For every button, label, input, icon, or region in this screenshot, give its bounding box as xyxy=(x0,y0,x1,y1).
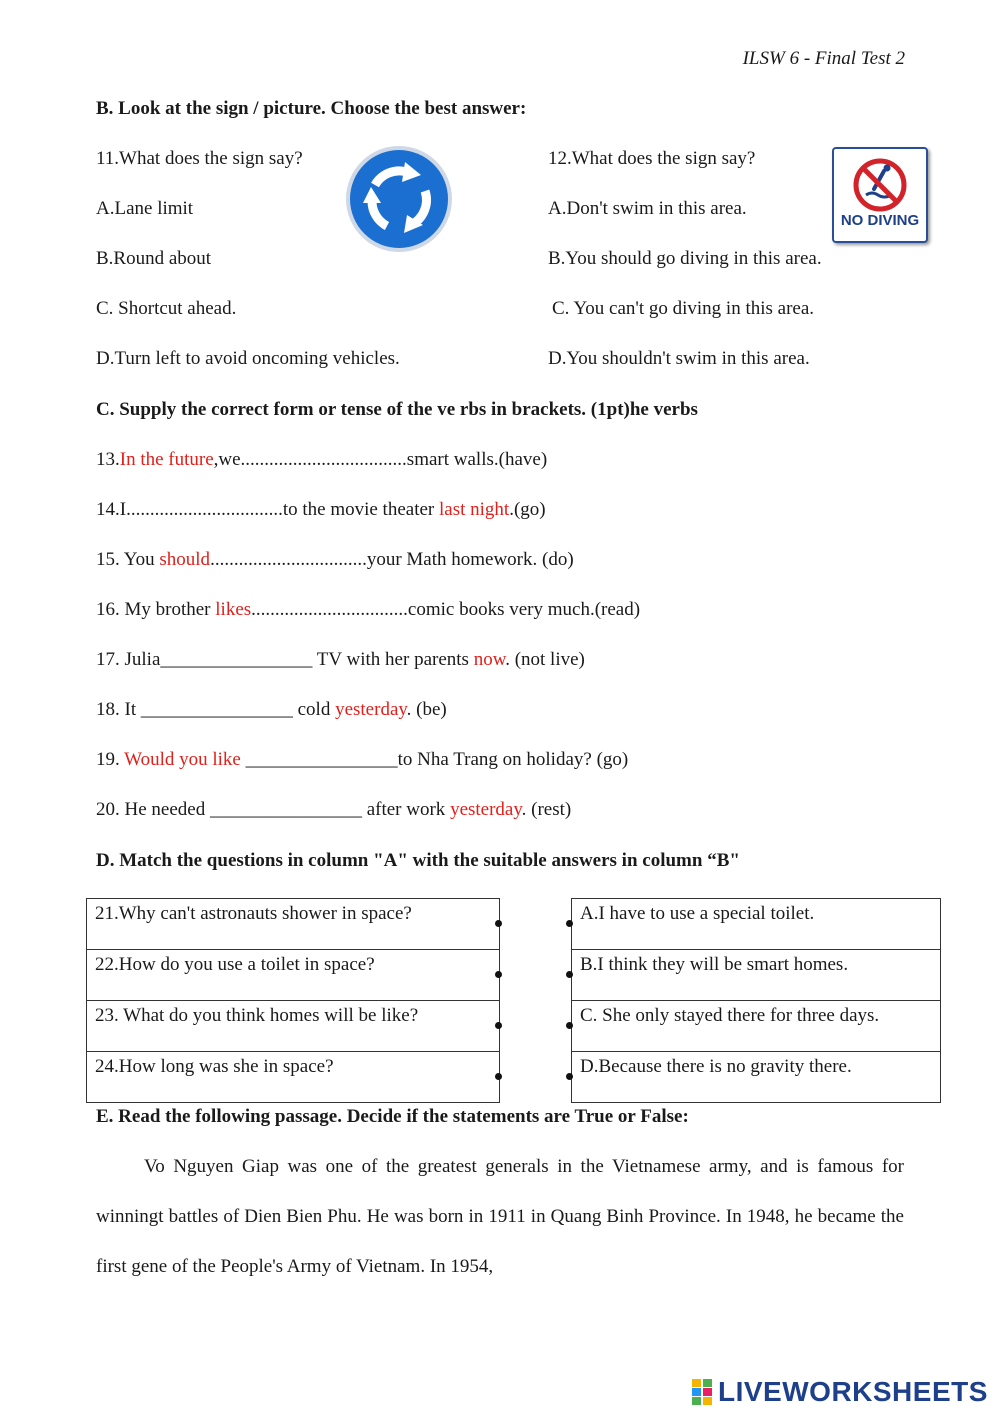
q15 xyxy=(96,548,574,572)
q18-hint: . (be) xyxy=(406,699,447,720)
q17-keyword: now xyxy=(473,649,506,670)
q16-hint[interactable]: .................................comic books very much.(read) xyxy=(251,599,641,620)
match-dot-d[interactable] xyxy=(566,1073,573,1080)
match-answer-a-text: A.I have to use a special toilet. xyxy=(580,903,815,924)
section-e-title: E. Read the following passage. Decide if the statements are True or False: xyxy=(96,1106,689,1127)
match-answer-d-text: D.Because there is no gravity there. xyxy=(580,1056,852,1077)
match-question-24-text: 24.How long was she in space? xyxy=(95,1056,334,1077)
match-question-22-text: 22.How do you use a toilet in space? xyxy=(95,954,375,975)
q20-hint: . (rest) xyxy=(521,799,572,820)
no-diving-sign-label: NO DIVING xyxy=(840,212,920,229)
q19-number: 19. xyxy=(96,749,125,770)
section-c-title: C. Supply the correct form or tense of the ve rbs in brackets. (1pt)he verbs xyxy=(96,399,698,420)
q11-option-b[interactable]: B.Round about xyxy=(96,248,212,269)
match-dot-22[interactable] xyxy=(495,971,502,978)
match-dot-21[interactable] xyxy=(495,920,502,927)
q18-keyword: yesterday xyxy=(335,699,407,720)
q15-text: 15. You xyxy=(96,549,160,570)
q20-text[interactable]: 20. He needed ________________ after work xyxy=(96,799,451,820)
match-question-22[interactable] xyxy=(86,949,500,1001)
page-header: ILSW 6 - Final Test 2 xyxy=(742,48,905,69)
liveworksheets-brand[interactable] xyxy=(692,1376,988,1408)
q19 xyxy=(96,748,628,772)
match-dot-b[interactable] xyxy=(566,971,573,978)
match-answer-b[interactable] xyxy=(571,949,941,1001)
q14 xyxy=(96,498,546,522)
match-question-23[interactable] xyxy=(86,1000,500,1052)
match-answer-c[interactable] xyxy=(571,1000,941,1052)
liveworksheets-wordmark: LIVEWORKSHEETS xyxy=(718,1376,988,1407)
match-dot-24[interactable] xyxy=(495,1073,502,1080)
q17 xyxy=(96,648,585,672)
q18 xyxy=(96,698,447,722)
q12-option-c[interactable]: C. You can't go diving in this area. xyxy=(552,298,815,319)
match-question-23-text: 23. What do you think homes will be like? xyxy=(95,1005,419,1026)
q20-keyword: yesterday xyxy=(450,799,522,820)
q16 xyxy=(96,598,640,622)
q17-hint: . (not live) xyxy=(505,649,585,670)
q14-text[interactable]: 14.I.................................to the movie theater xyxy=(96,499,439,520)
q11-question: 11.What does the sign say? xyxy=(96,148,303,169)
q12-option-d[interactable]: D.You shouldn't swim in this area. xyxy=(548,348,810,369)
no-diving-sign-icon xyxy=(832,147,928,243)
match-question-24[interactable] xyxy=(86,1051,500,1103)
q13-number: 13. xyxy=(96,449,120,470)
liveworksheets-logo-icon xyxy=(692,1379,712,1405)
q13 xyxy=(96,448,547,472)
match-question-21[interactable] xyxy=(86,898,500,950)
q12-option-a[interactable]: A.Don't swim in this area. xyxy=(548,198,747,219)
q12-option-b[interactable]: B.You should go diving in this area. xyxy=(548,248,822,269)
match-dot-a[interactable] xyxy=(566,920,573,927)
match-question-21-text: 21.Why can't astronauts shower in space? xyxy=(95,903,412,924)
match-dot-23[interactable] xyxy=(495,1022,502,1029)
reading-passage: Vo Nguyen Giap was one of the greatest generals in the Vietnamese army, and is famous for winningt battles of Dien Bien Phu. He was born in 1911 in Quang Binh Province. In 1948, he became the first gene of the People's Army of Vietnam. In 1954, xyxy=(96,1156,904,1277)
q18-text[interactable]: 18. It ________________ cold xyxy=(96,699,336,720)
match-answer-d[interactable] xyxy=(571,1051,941,1103)
q11-option-a[interactable]: A.Lane limit xyxy=(96,198,194,219)
q19-keyword: Would you like xyxy=(124,749,241,770)
q12-question: 12.What does the sign say? xyxy=(548,148,756,169)
q13-keyword: In the future xyxy=(119,449,214,470)
match-answer-a[interactable] xyxy=(571,898,941,950)
q14-keyword: last night xyxy=(439,499,510,520)
q16-text: 16. My brother xyxy=(96,599,216,620)
roundabout-sign-icon xyxy=(345,145,453,253)
q11-option-c[interactable]: C. Shortcut ahead. xyxy=(96,298,237,319)
match-answer-b-text: B.I think they will be smart homes. xyxy=(580,954,849,975)
section-b-title: B. Look at the sign / picture. Choose the best answer: xyxy=(96,98,527,119)
q15-keyword: should xyxy=(159,549,211,570)
q16-keyword: likes xyxy=(215,599,252,620)
q19-text[interactable]: ________________to Nha Trang on holiday? (go) xyxy=(240,749,629,770)
q14-hint: .(go) xyxy=(509,499,546,520)
q20 xyxy=(96,798,571,822)
q17-text[interactable]: 17. Julia________________ TV with her parents xyxy=(96,649,474,670)
match-answer-c-text: C. She only stayed there for three days. xyxy=(580,1005,880,1026)
q13-text[interactable]: ,we...................................smart walls.(have) xyxy=(213,449,548,470)
q11-option-d[interactable]: D.Turn left to avoid oncoming vehicles. xyxy=(96,348,400,369)
match-dot-c[interactable] xyxy=(566,1022,573,1029)
section-d-title: D. Match the questions in column "A" with the suitable answers in column “B" xyxy=(96,850,740,871)
q15-hint[interactable]: .................................your Math homework. (do) xyxy=(210,549,574,570)
